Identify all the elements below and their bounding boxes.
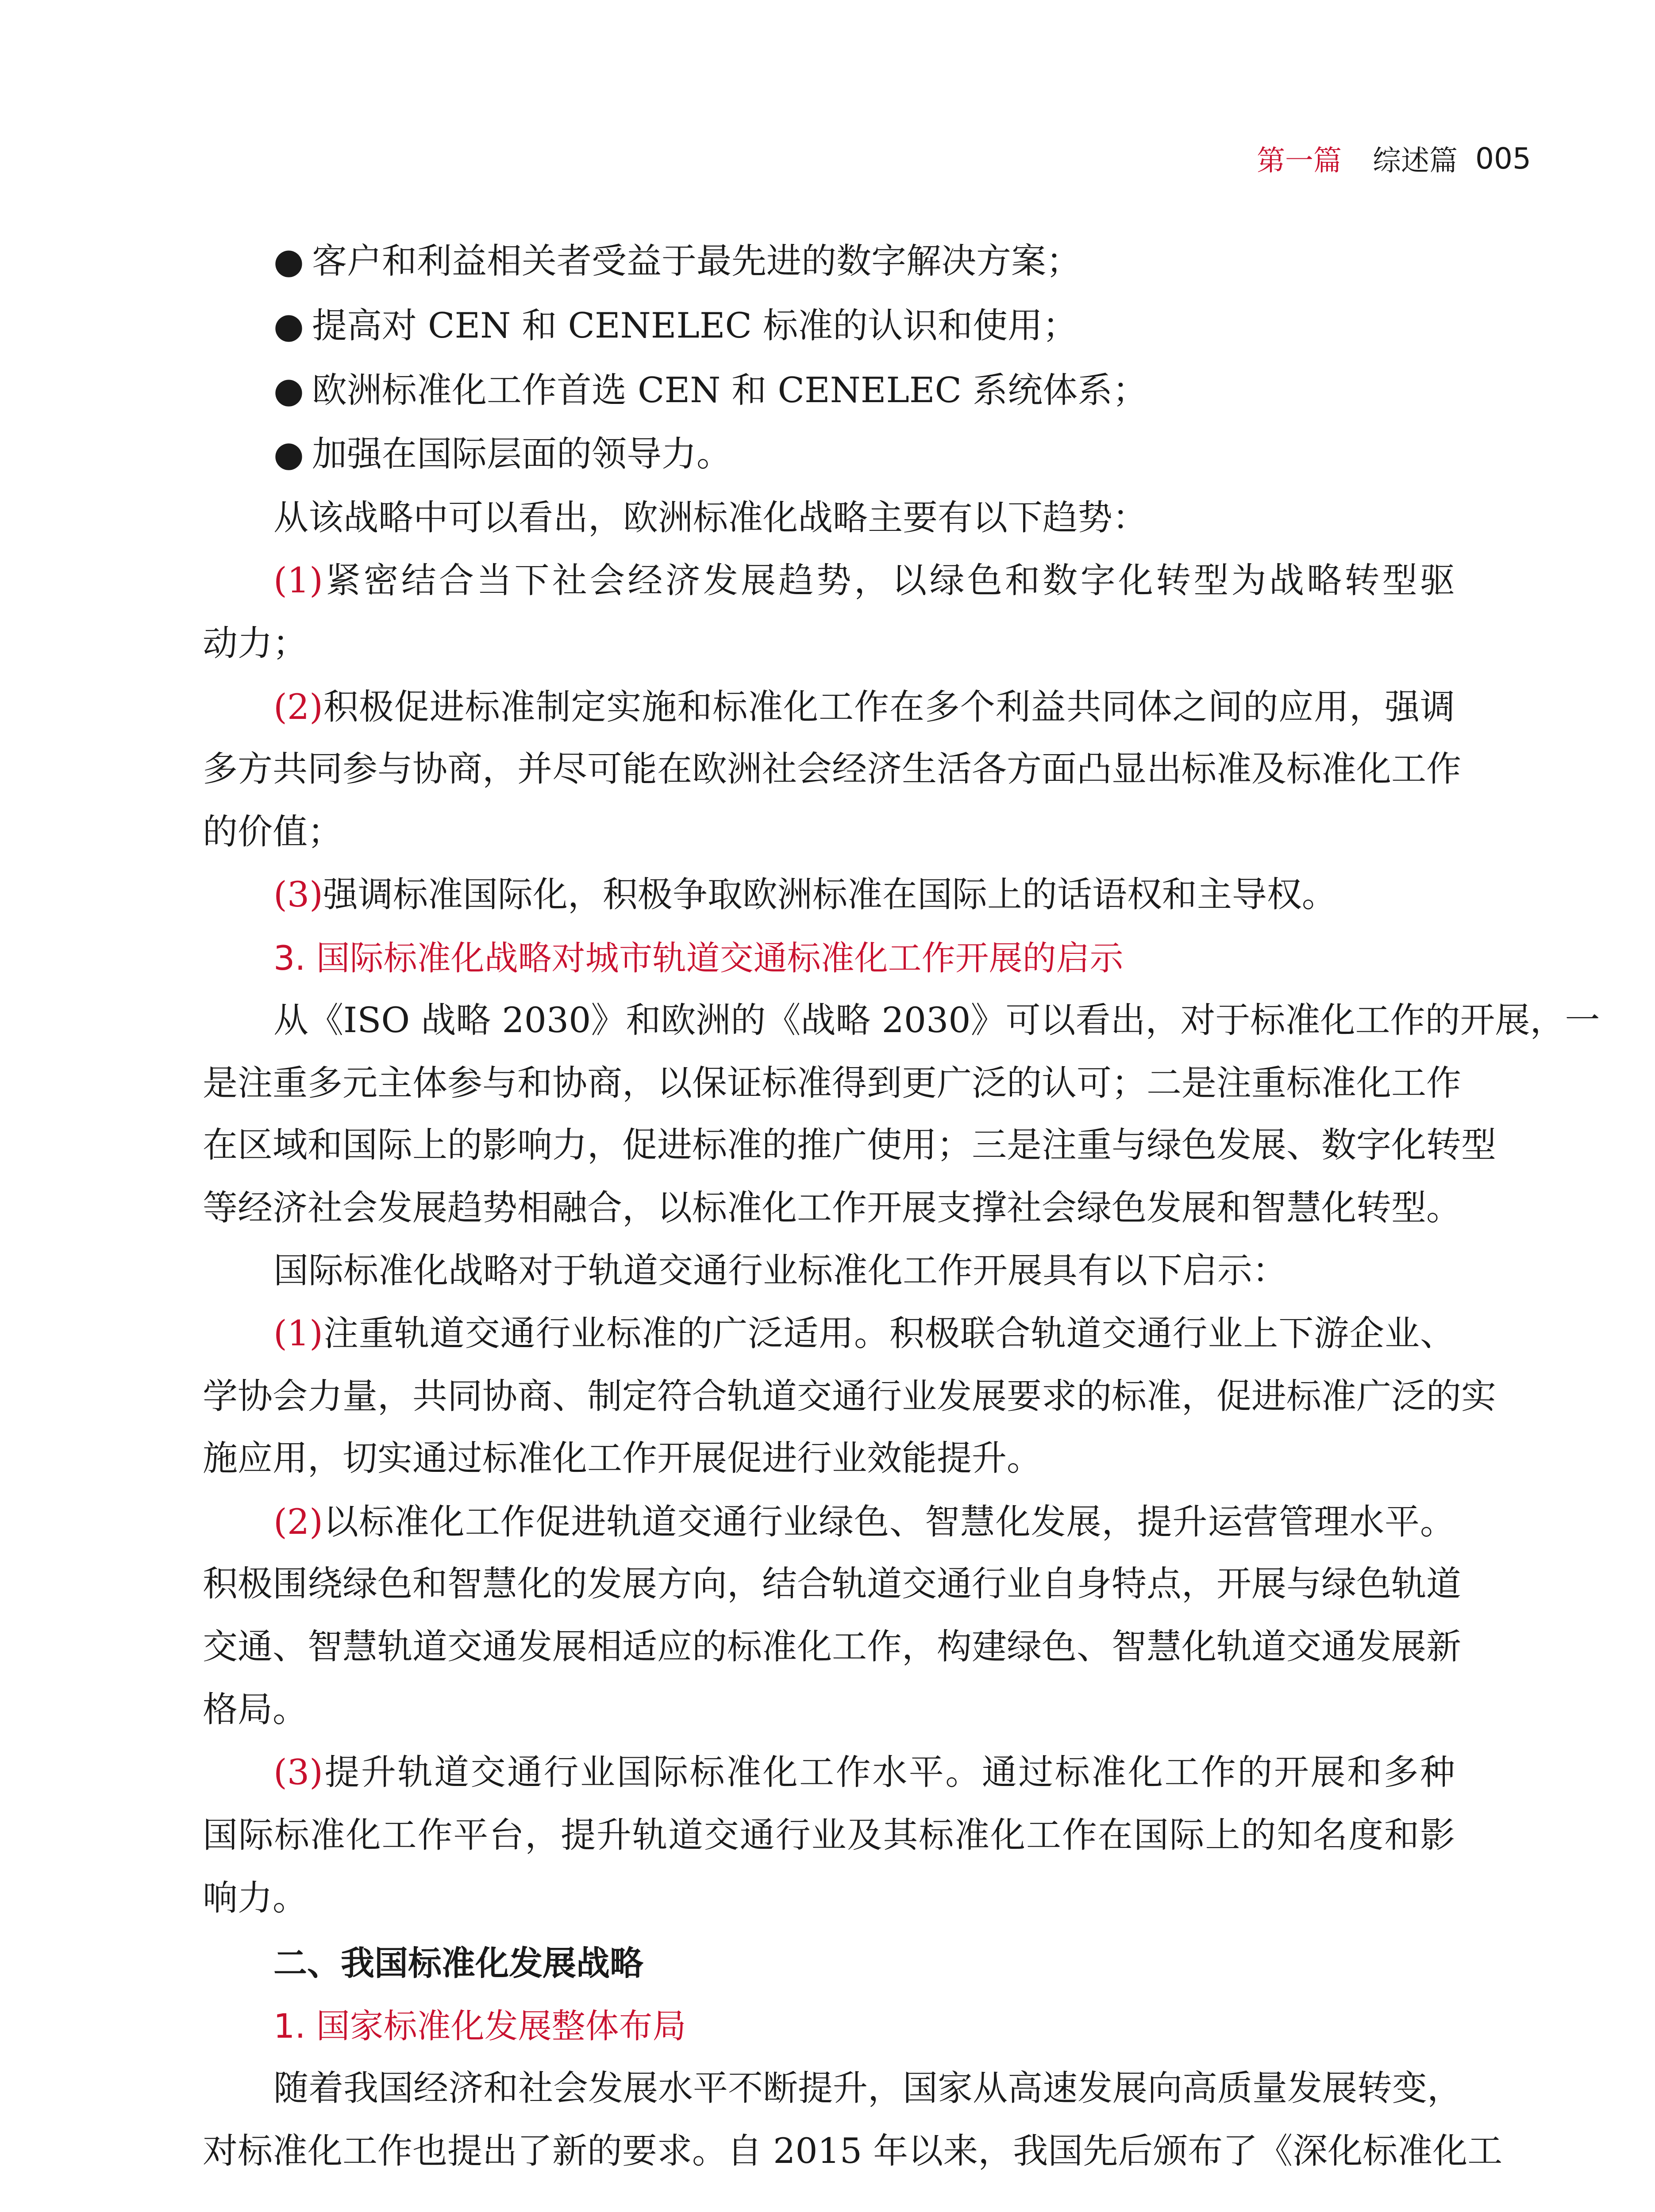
bullet-icon: ● [273, 305, 304, 346]
eu-trend-2: (2)积极促进标准制定实施和标准化工作在多个利益共同体之间的应用，强调 [273, 687, 1455, 727]
bullet-item [203, 295, 1455, 357]
bullet-text: 客户和利益相关者受益于最先进的数字解决方案； [312, 241, 1081, 281]
paragraph-line: 是注重多元主体参与和协商，以保证标准得到更广泛的认可；二是注重标准化工作 [203, 1063, 1461, 1103]
item-number: (3) [273, 1752, 323, 1793]
rail-point-1: (1)注重轨道交通行业标准的广泛适用。积极联合轨道交通行业上下游企业、 [273, 1313, 1455, 1354]
bullet-item [203, 423, 1455, 485]
bullet-icon: ● [273, 241, 304, 281]
rail-point-2: (2)以标准化工作促进轨道交通行业绿色、智慧化发展，提升运营管理水平。 [273, 1502, 1455, 1542]
eu-trend-3: (3)强调标准国际化，积极争取欧洲标准在国际上的话语权和主导权。 [273, 874, 1337, 915]
eu-trend-1-cont: 动力； [203, 623, 308, 664]
running-header [1257, 136, 1531, 180]
eu-trend-2-cont: 多方共同参与协商，并尽可能在欧洲社会经济生活各方面凸显出标准及标准化工作 [203, 749, 1461, 789]
bullet-icon: ● [273, 434, 304, 474]
rail-point-3-cont: 国际标准化工作平台，提升轨道交通行业及其标准化工作在国际上的知名度和影 [203, 1815, 1455, 1855]
item-number: (1) [273, 560, 323, 601]
rail-point-2-cont: 交通、智慧轨道交通发展相适应的标准化工作，构建绿色、智慧化轨道交通发展新 [203, 1626, 1461, 1667]
bullet-text: 加强在国际层面的领导力。 [312, 434, 731, 474]
eu-trend-1: (1)紧密结合当下社会经济发展趋势，以绿色和数字化转型为战略转型驱 [273, 560, 1455, 601]
bullet-text: 欧洲标准化工作首选 CEN 和 CENELEC 系统体系； [312, 370, 1148, 411]
bullet-item [203, 230, 1455, 292]
paragraph-line: 随着我国经济和社会发展水平不断提升，国家从高速发展向高质量发展转变， [273, 2068, 1462, 2108]
rail-point-3: (3)提升轨道交通行业国际标准化工作水平。通过标准化工作的开展和多种 [273, 1752, 1455, 1793]
paragraph-line: 对标准化工作也提出了新的要求。自 2015 年以来，我国先后颁布了《深化标准化工 [203, 2131, 1503, 2171]
eu-intro: 从该战略中可以看出，欧洲标准化战略主要有以下趋势： [273, 497, 1147, 538]
item-number: (2) [273, 687, 323, 727]
rail-point-2-cont: 格局。 [203, 1689, 308, 1730]
bullet-icon: ● [273, 370, 304, 411]
item-number: (1) [273, 1313, 323, 1354]
rail-point-1-cont: 学协会力量，共同协商、制定符合轨道交通行业发展要求的标准，促进标准广泛的实 [203, 1376, 1496, 1417]
header-part: 第一篇 [1257, 145, 1342, 177]
rail-point-2-cont: 积极围绕绿色和智慧化的发展方向，结合轨道交通行业自身特点，开展与绿色轨道 [203, 1563, 1461, 1604]
subsection-heading: 3. 国际标准化战略对城市轨道交通标准化工作开展的启示 [273, 938, 1124, 978]
section-heading: 二、我国标准化发展战略 [273, 1943, 643, 1983]
rail-point-3-cont: 响力。 [203, 1878, 308, 1918]
paragraph-line: 等经济社会发展趋势相融合，以标准化工作开展支撑社会绿色发展和智慧化转型。 [203, 1187, 1461, 1228]
header-section: 综述篇 [1373, 145, 1458, 177]
rail-intro: 国际标准化战略对于轨道交通行业标准化工作开展具有以下启示： [273, 1250, 1287, 1291]
eu-trend-2-cont: 的价值； [203, 811, 343, 852]
subsection-heading: 1. 国家标准化发展整体布局 [273, 2006, 686, 2046]
item-number: (3) [273, 874, 323, 915]
item-number: (2) [273, 1502, 323, 1542]
bullet-text: 提高对 CEN 和 CENELEC 标准的认识和使用； [312, 305, 1078, 346]
paragraph-line: 从《ISO 战略 2030》和欧洲的《战略 2030》可以看出，对于标准化工作的开展，一 [273, 1000, 1600, 1041]
bullet-item [203, 359, 1455, 421]
rail-point-1-cont: 施应用，切实通过标准化工作开展促进行业效能提升。 [203, 1438, 1042, 1479]
paragraph-line: 在区域和国际上的影响力，促进标准的推广使用；三是注重与绿色发展、数字化转型 [203, 1125, 1496, 1165]
page-number: 005 [1475, 141, 1531, 176]
